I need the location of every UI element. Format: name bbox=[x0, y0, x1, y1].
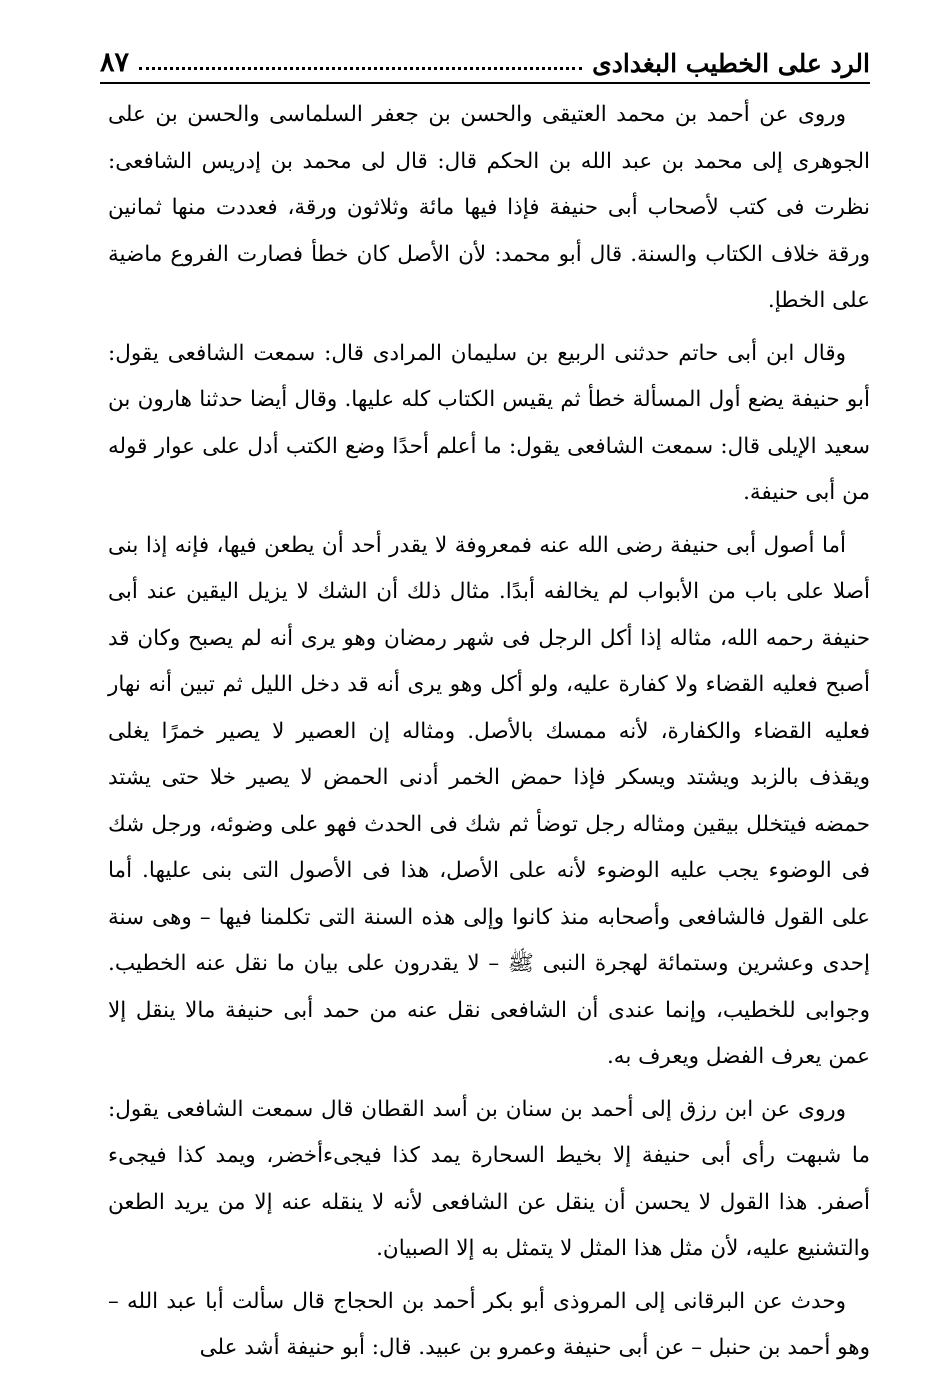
body-text bbox=[108, 92, 870, 1380]
page-header bbox=[100, 30, 870, 84]
paragraph-5: وحدث عن البرقانى إلى المروذى أبو بكر أحمد بن الحجاج قال سألت أبا عبد الله – وهو أحمد بن حنبل – عن أبى حنيفة وعمرو بن عبيد. قال: أبو حنيفة أشد على bbox=[108, 1288, 870, 1360]
page-number: ٨٧ bbox=[100, 47, 130, 78]
paragraph-1: وروى عن أحمد بن محمد العتيقى والحسن بن جعفر السلماسى والحسن بن على الجوهرى إلى محمد بن عبد الله بن الحكم قال: قال لى محمد بن إدريس الشافعى: نظرت فى كتب لأصحاب أبى حنيفة فإذا فيها مائة وثلاثون ورقة، فعددت منها ثمانين ورقة خلاف الكتاب والسنة. قال أبو محمد: لأن الأصل كان خطأ فصارت الفروع ماضية على الخطإ. bbox=[108, 102, 870, 313]
dotted-leader bbox=[139, 66, 582, 70]
running-title: الرد على الخطيب البغدادى bbox=[592, 49, 870, 78]
paragraph-2: وقال ابن أبى حاتم حدثنى الربيع بن سليمان المرادى قال: سمعت الشافعى يقول: أبو حنيفة يضع أول المسألة خطأ ثم يقيس الكتاب كله عليها. وقال أيضا حدثنا هارون بن سعيد الإيلى قال: سمعت الشافعى يقول: ما أعلم أحدًا وضع الكتب أدل على عوار قوله من أبى حنيفة. bbox=[108, 340, 870, 505]
paragraph-4: وروى عن ابن رزق إلى أحمد بن سنان بن أسد القطان قال سمعت الشافعى يقول: ما شبهت رأى أبى حنيفة إلا بخيط السحارة يمد كذا فيجىءأخضر، ويمد كذا فيجىء أصفر. هذا القول لا يحسن أن ينقل عن الشافعى لأنه لا ينقله عنه إلا من يريد الطعن والتشنيع عليه، لأن مثل هذا المثل لا يتمثل به إلا الصبيان. bbox=[108, 1096, 870, 1261]
paragraph-3: أما أصول أبى حنيفة رضى الله عنه فمعروفة لا يقدر أحد أن يطعن فيها، فإنه إذا بنى أصلا على باب من الأبواب لم يخالفه أبدًا. مثال ذلك أن الشك لا يزيل اليقين عند أبى حنيفة رحمه الله، مثاله إذا أكل الرجل فى شهر رمضان وهو يرى أنه لم يصبح وكان قد أصبح فعليه القضاء ولا كفارة عليه، ولو أكل وهو يرى أنه قد دخل الليل ثم تبين أنه نهار فعليه القضاء والكفارة، لأنه ممسك بالأصل. ومثاله إن العصير لا يصير خمرًا يغلى ويقذف بالزبد ويشتد ويسكر فإذا حمض الخمر أدنى الحمض لا يصير خلا حتى يشتد حمضه فيتخلل بيقين ومثاله رجل توضأ ثم شك فى الحدث فهو على وضوئه، ورجل شك فى الوضوء يجب عليه الوضوء لأنه على الأصل، هذا فى الأصول التى بنى عليها. أما على القول فالشافعى وأصحابه منذ كانوا وإلى هذه السنة التى تكلمنا فيها – وهى سنة إحدى وعشرين وستمائة لهجرة النبى ﷺ – لا يقدرون على بيان ما نقل عنه الخطيب. وجوابى للخطيب، وإنما عندى أن الشافعى نقل عنه من حمد أبى حنيفة مالا ينقل إلا عمن يعرف الفضل ويعرف به. bbox=[108, 532, 870, 1069]
